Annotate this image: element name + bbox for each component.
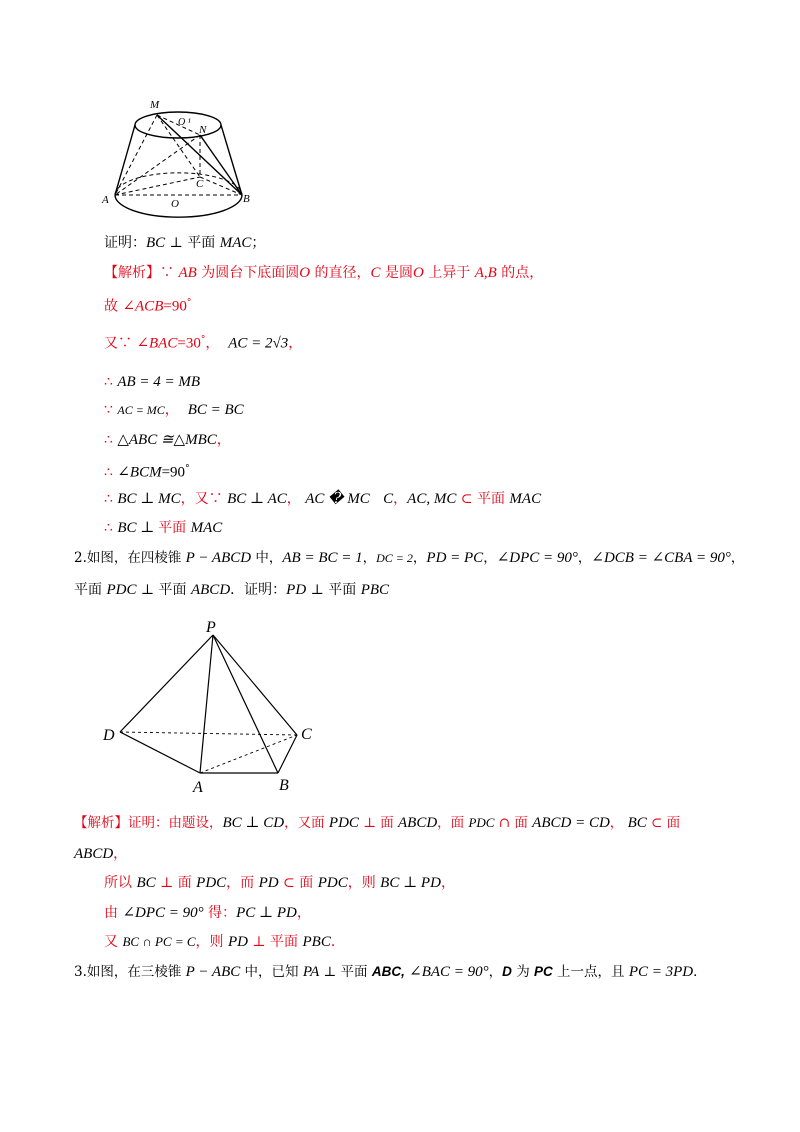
solution-line-9: ∴ BC ⊥ 平面 MAC — [104, 520, 223, 536]
solution-2-line-1: 【解析】证明：由题设，BC ⊥ CD，又面 PDC ⊥ 面 ABCD，面 PDC ∩ 面 ABCD = CD， BC ⊂ 面 — [74, 815, 681, 831]
proof-statement: 证明：BC ⊥ 平面 MAC； — [104, 235, 266, 251]
solution-line-8: ∴ BC ⊥ MC，又∵ BC ⊥ AC， AC � MC C，AC, MC ⊂ 平面 MAC — [104, 491, 542, 507]
solution-2-line-5: 又 BC ∩ PC = C，则 PD ⊥ 平面 PBC． — [104, 934, 345, 950]
label-A: A — [102, 194, 109, 206]
label-C2: C — [301, 726, 312, 743]
label-B2: B — [279, 777, 289, 794]
solution-line-4: ∴ AB = 4 = MB — [104, 374, 201, 390]
question-2-line-1: 2.如图，在四棱锥 P − ABCD 中，AB = BC = 1，DC = 2，PD = PC，∠DPC = 90°，∠DCB = ∠CBA = 90°， — [74, 550, 745, 566]
label-O1: O ¹ — [178, 117, 191, 128]
label-C: C — [196, 178, 204, 190]
solution-line-5: ∵ AC = MC， BC = BC — [104, 402, 244, 418]
solution-line-7: ∴ ∠BCM=90° — [104, 464, 190, 481]
label-B: B — [243, 193, 250, 205]
question-2-line-2: 平面 PDC ⊥ 平面 ABCD．证明：PD ⊥ 平面 PBC — [74, 582, 390, 598]
frustum-figure — [100, 95, 260, 220]
label-O: O — [171, 198, 179, 210]
solution-line-3: 又∵ ∠BAC=30°， AC = 2√3， — [104, 335, 303, 352]
solution-line-2: 故 ∠ACB=90° — [104, 298, 192, 315]
solution-2-line-2: ABCD， — [74, 846, 128, 862]
solution-2-line-4: 由 ∠DPC = 90° 得：PC ⊥ PD， — [104, 905, 311, 921]
question-3: 3.如图，在三棱锥 P − ABC 中，已知 PA ⊥ 平面 ABC, ∠BAC = 90°，D 为 PC 上一点，且 PC = 3PD． — [74, 964, 707, 980]
label-M: M — [150, 99, 160, 111]
label-P: P — [206, 619, 216, 636]
solution-line-1: 【解析】∵ AB 为圆台下底面圆O 的直径，C 是圆O 上异于 A,B 的点， — [104, 265, 544, 281]
pyramid-figure — [95, 615, 335, 795]
label-D: D — [103, 727, 115, 744]
label-A2: A — [193, 779, 203, 795]
solution-line-6: ∴ △ABC ≅△MBC， — [104, 432, 231, 448]
solution-2-line-3: 所以 BC ⊥ 面 PDC，而 PD ⊂ 面 PDC，则 BC ⊥ PD， — [104, 875, 455, 891]
label-N: N — [199, 124, 207, 136]
